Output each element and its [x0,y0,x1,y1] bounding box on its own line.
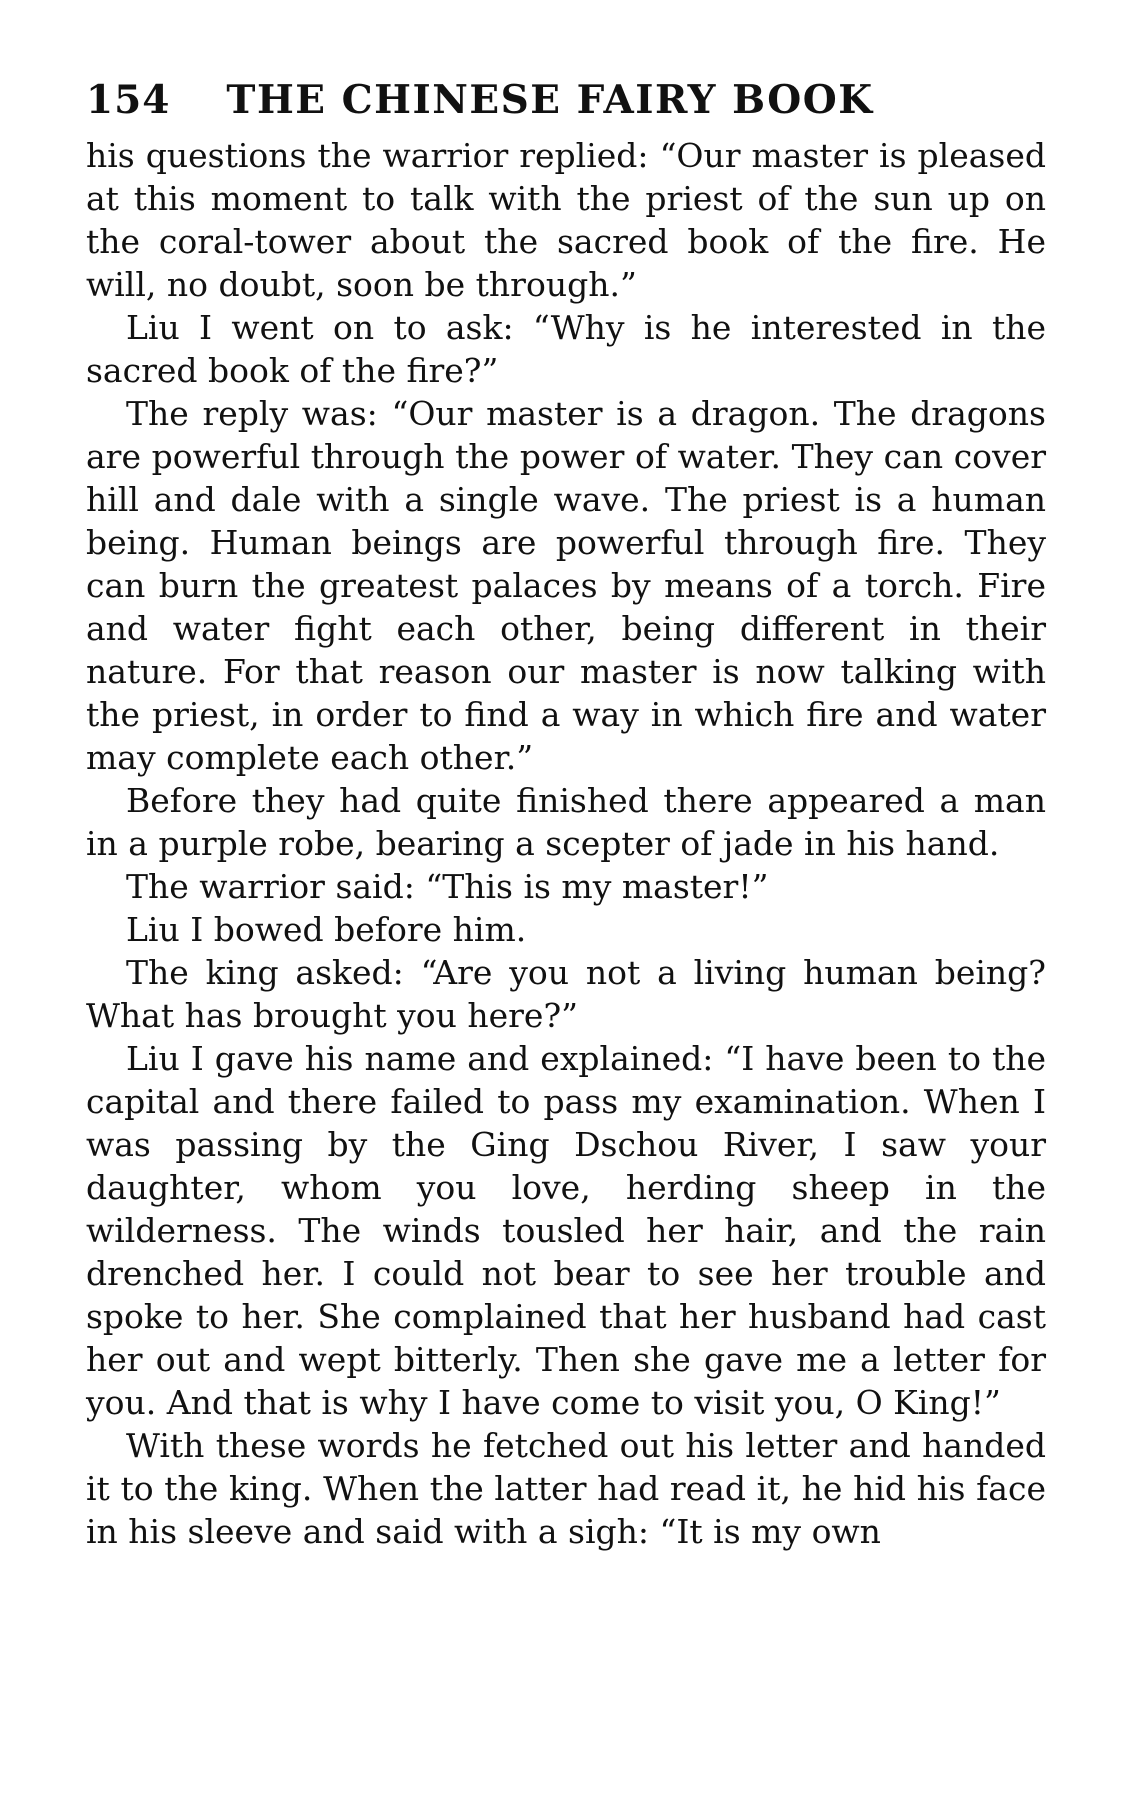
body-text [86,134,1046,1553]
paragraph: With these words he fetched out his letter and handed it to the king. When the latter had read it, he hid his face in his sleeve and said with a sigh: “It is my own [86,1426,1046,1551]
paragraph: Before they had quite finished there appeared a man in a purple robe, bearing a scepter of jade in his hand. [86,781,1046,863]
paragraph: Liu I bowed before him. [126,910,527,949]
paragraph: The king asked: “Are you not a living human being? What has brought you here?” [86,953,1046,1035]
paragraph: The reply was: “Our master is a dragon. The dragons are powerful through the power of water. They can cover hill and dale with a single wave. The priest is a human being. Human beings are powerful through fire. They can burn the greatest palaces by means of a torch. Fire and water fight each other, being different in their nature. For that reason our master is now talking with the priest, in order to find a way in which fire and water may complete each other.” [86,394,1046,777]
book-page [86,70,1046,1553]
paragraph: Liu I gave his name and explained: “I have been to the capital and there failed to pass my examination. When I was passing by the Ging Dschou River, I saw your daughter, whom you love, herding sheep in the wilderness. The winds tousled her hair, and the rain drenched her. I could not bear to see her trouble and spoke to her. She complained that her husband had cast her out and wept bitterly. Then she gave me a letter for you. And that is why I have come to visit you, O King!” [86,1039,1046,1422]
running-head [86,70,1046,130]
paragraph-continued: his questions the warrior replied: “Our master is pleased at this moment to talk with the priest of the sun up on the coral-tower about the sacred book of the fire. He will, no doubt, soon be through.” [86,136,1046,304]
paragraph: The warrior said: “This is my master!” [126,867,769,906]
paragraph: Liu I went on to ask: “Why is he interested in the sacred book of the fire?” [86,308,1046,390]
book-title: THE CHINESE FAIRY BOOK [226,77,874,123]
page-number: 154 [86,77,171,123]
